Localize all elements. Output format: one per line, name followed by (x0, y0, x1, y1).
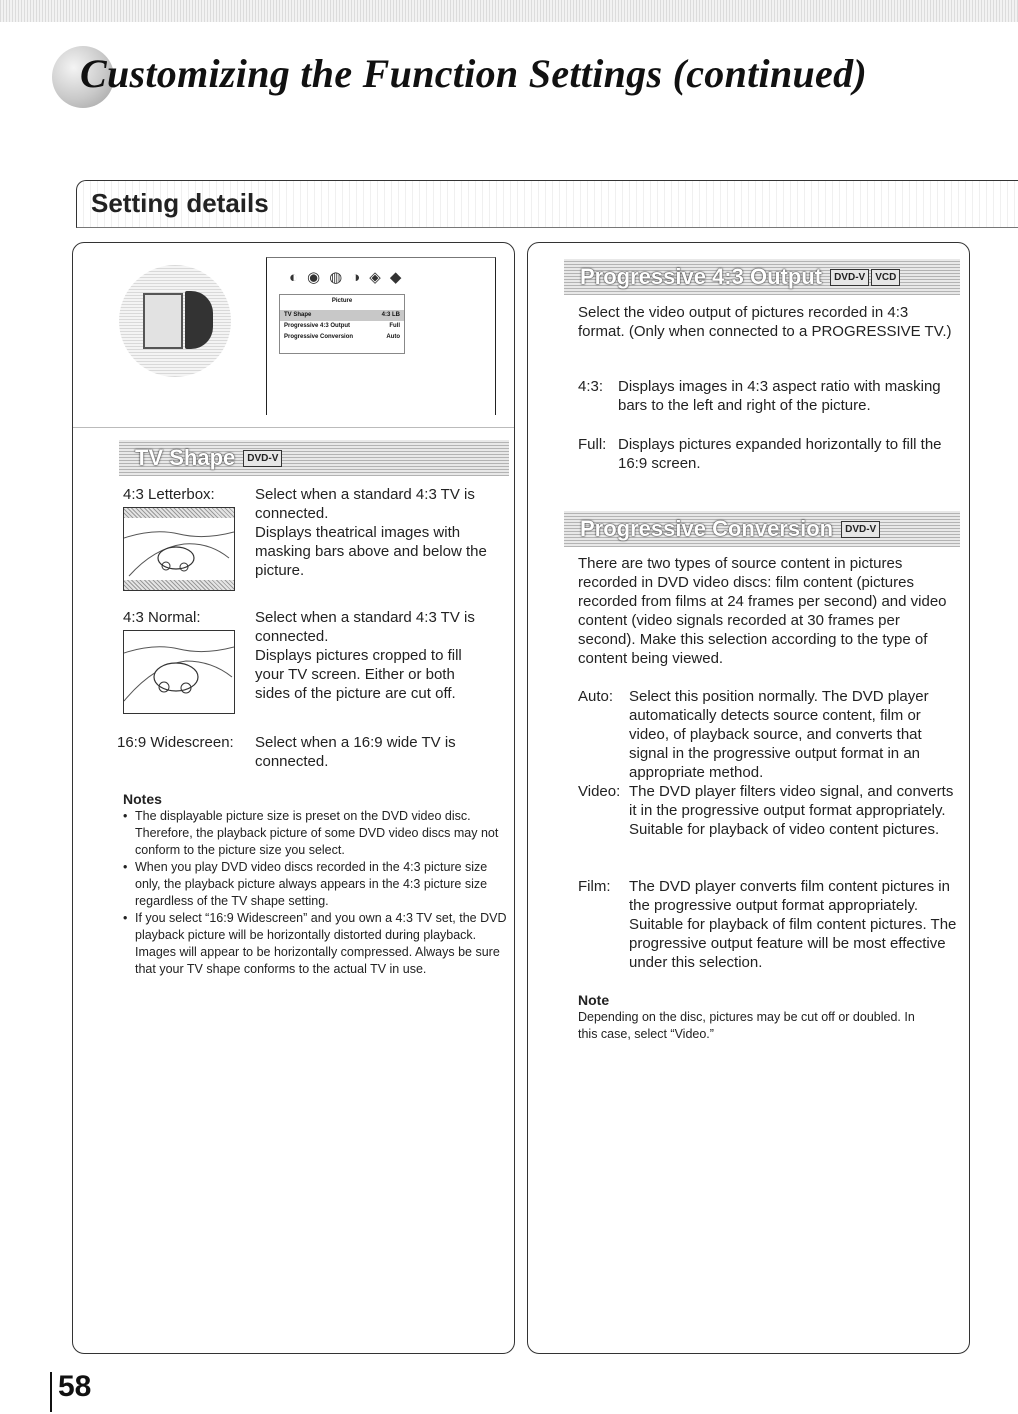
letterbox-term: 4:3 Letterbox: (123, 486, 215, 503)
widescreen-description: Select when a 16:9 wide TV is connected. (255, 734, 456, 770)
letterbox-description: Select when a standard 4:3 TV is connected. Displays theatrical images with masking bars above and below the picture. (255, 486, 487, 579)
section-header (76, 180, 1018, 228)
tv-shape-heading: TV Shape DVD-V (119, 440, 509, 476)
progressive-output-intro: Select the video output of pictures recorded in 4:3 format. (Only when connected to a PROGRESSIVE TV.) (578, 304, 952, 340)
progressive-panel (527, 242, 970, 1354)
menu-row-progressive-conversion: Progressive Conversion Auto (284, 334, 400, 340)
dvd-v-badge: DVD-V (841, 521, 880, 538)
dvd-v-badge: DVD-V (243, 450, 282, 467)
menu-row-progressive-output: Progressive 4:3 Output Full (284, 323, 400, 329)
conversion-option-film: Film: The DVD player converts film content pictures in the progressive output format appropriately. Suitable for playback of film content pictures. The progressive output feature will be most effective under this selection. (578, 878, 957, 971)
widescreen-term: 16:9 Widescreen: (117, 734, 234, 751)
picture-menu-card (279, 294, 405, 354)
progressive-conversion-intro: There are two types of source content in pictures recorded in DVD video discs: film content (pictures recorded from films at 24 frames per second) and video content (video signals recorded at 30 frames per second). Make this selection according to the type of content being viewed. (578, 555, 947, 667)
progressive-output-heading: Progressive 4:3 Output DVD-V VCD (564, 259, 960, 295)
menu-row-tv-shape: TV Shape 4:3 LB (280, 310, 404, 321)
panel-divider (73, 427, 514, 428)
page-title: Customizing the Function Settings (continued) (80, 51, 868, 96)
dvd-v-badge: DVD-V (830, 269, 869, 286)
normal-description: Select when a standard 4:3 TV is connected. Displays pictures cropped to fill your TV screen. Either or both sides of the picture are cut off. (255, 609, 475, 702)
menu-heading: Picture (331, 298, 353, 304)
note-item: • The displayable picture size is preset on the DVD video disc. Therefore, the playback picture of some DVD video discs may not conform to the picture size you select. (123, 808, 508, 859)
tv-shape-icon (119, 265, 231, 377)
menu-category-icons: ◐◉◍◑◈◆ (289, 269, 411, 286)
normal-car-image (123, 630, 235, 714)
normal-term: 4:3 Normal: (123, 609, 201, 626)
section-title: Setting details (91, 188, 269, 218)
note-item: • When you play DVD video discs recorded in the 4:3 picture size only, the playback picture always appears in the 4:3 picture size regardless of the TV shape setting. (123, 859, 508, 910)
progressive-output-option-full: Full: Displays pictures expanded horizontally to fill the 16:9 screen. (578, 436, 942, 472)
note-title: Note (578, 992, 610, 1008)
top-decorative-band (0, 0, 1018, 22)
setup-menu-illustration (266, 257, 496, 415)
note-item: • If you select “16:9 Widescreen” and you own a 4:3 TV set, the DVD playback picture will be horizontally distorted during playback. Images will appear to be horizontally compressed. Always be sure that your TV shape conforms to the actual TV in use. (123, 910, 508, 978)
progressive-output-option-4-3: 4:3: Displays images in 4:3 aspect ratio with masking bars to the left and right of the picture. (578, 378, 941, 414)
vcd-badge: VCD (871, 269, 900, 286)
conversion-note: Depending on the disc, pictures may be cut off or doubled. In this case, select “Video.” (578, 1010, 915, 1041)
conversion-option-auto: Auto: Select this position normally. The DVD player automatically detects source content, film or video, of playback source, and converts that signal in the progressive output format in an appropriate method. (578, 688, 929, 781)
progressive-conversion-heading: Progressive Conversion DVD-V (564, 511, 960, 547)
notes-title: Notes (123, 791, 162, 807)
tv-shape-panel (72, 242, 515, 1354)
conversion-option-video: Video: The DVD player filters video signal, and converts it in the progressive output format appropriately. Suitable for playback of video content pictures. (578, 783, 954, 838)
letterbox-car-image (123, 507, 235, 591)
page-number: 58 (50, 1372, 91, 1412)
notes-list (123, 808, 508, 978)
